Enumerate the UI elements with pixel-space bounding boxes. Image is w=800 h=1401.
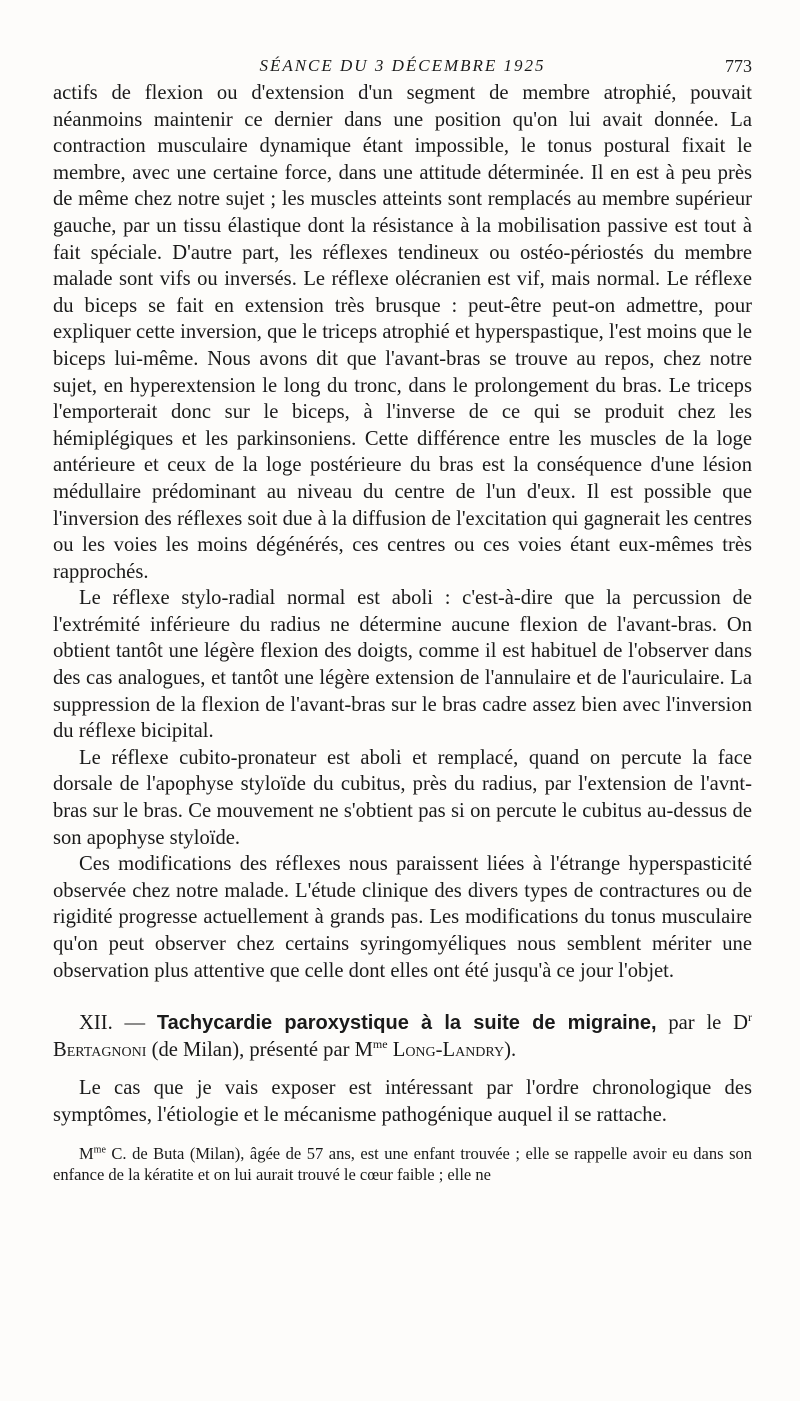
section-paragraph: Le cas que je vais exposer est intéressant par l'ordre chronologique des symptômes, l'étiologie et le mécanisme pathogénique auquel il se rattache. <box>53 1077 752 1126</box>
running-title: SÉANCE DU 3 DÉCEMBRE 1925 <box>259 56 546 75</box>
author-name: Bertagnoni <box>53 1038 147 1061</box>
author-place: (de Milan), présenté par M <box>151 1038 373 1061</box>
footnote-prefix-sup: me <box>93 1144 106 1156</box>
presenter-sup: me <box>372 1036 388 1051</box>
footnote-prefix: M <box>79 1143 94 1163</box>
running-head <box>53 50 752 80</box>
presenter-name: Long-Landry <box>392 1038 505 1061</box>
footnote-text: C. de Buta (Milan), âgée de 57 ans, est une enfant trouvée ; elle se rappelle avoir eu dans son enfance de la kératite et on lui aurait trouvé le cœur faible ; elle ne <box>53 1143 752 1184</box>
author-prefix: D <box>733 1012 748 1035</box>
paragraph-4: Ces modifications des réflexes nous paraissent liées à l'étrange hyperspasticité observée chez notre malade. L'étude clinique des divers types de contractures ou de rigidité progresse actuellement à grands pas. Les modifications du tonus musculaire qu'on peut observer chez certains syringomyéliques nous semblent mériter une observation plus attentive que celle dont elles ont été jusqu'à ce jour l'objet. <box>53 853 752 982</box>
section-by: par le <box>668 1012 722 1035</box>
page-number: 773 <box>725 56 752 76</box>
section-numeral: XII. — <box>79 1012 146 1035</box>
footnote-paragraph <box>53 1143 752 1185</box>
section-heading <box>53 1010 752 1063</box>
paragraph-2: Le réflexe stylo-radial normal est aboli : c'est-à-dire que la percussion de l'extrémité inférieure du radius ne détermine aucune flexion de l'avant-bras. On obtient tantôt une légère flexion des doigts, comme il est habituel de l'observer dans des cas analogues, et tantôt une légère extension de l'annulaire et de l'auriculaire. La suppression de la flexion de l'avant-bras sur le bras cadre assez bien avec l'inversion du réflexe bicipital. <box>53 587 752 743</box>
footnote <box>53 1143 752 1185</box>
section-title: Tachycardie paroxystique à la suite de migraine, <box>156 1012 657 1035</box>
body-text <box>53 80 752 1129</box>
section-closing: ). <box>504 1038 517 1061</box>
paragraph-1: actifs de flexion ou d'extension d'un segment de membre atrophié, pouvait néanmoins maintenir ce dernier dans une position qu'on lui avait donnée. La contraction musculaire dynamique étant impossible, le tonus postural fixait le membre, avec une certaine force, dans une attitude déterminée. Il en est à peu près de même chez notre sujet ; les muscles atteints sont remplacés au membre supérieur gauche, par un tissu élastique dont la résistance à la mobilisation passive est tout à fait spéciale. D'autre part, les réflexes tendineux ou ostéo-périostés du membre malade sont vifs ou inversés. Le réflexe olécranien est vif, mais normal. Le réflexe du biceps se fait en extension très brusque : peut-être peut-on admettre, pour expliquer cette inversion, que le triceps atrophié et hyperspastique, l'est moins que le biceps lui-même. Nous avons dit que l'avant-bras se trouve au repos, chez notre sujet, en hyperextension le long du tronc, dans le prolongement du bras. Le triceps l'emporterait donc sur le biceps, à l'inverse de ce qui se produit chez les hémiplégiques et les parkinsoniens. Cette différence entre les muscles de la loge antérieure et ceux de la loge postérieure du bras est la conséquence d'une lésion médullaire prédominant au niveau du centre de l'un d'eux. Il est possible que l'inversion des réflexes soit due à la diffusion de l'excitation qui gagnerait les centres ou les voies les moins dégénérés, ces centres ou ces voies étant eux-mêmes très rapprochés. <box>53 82 752 583</box>
paragraph-3: Le réflexe cubito-pronateur est aboli et remplacé, quand on percute la face dorsale de l'apophyse styloïde du cubitus, près du radius, par l'extension de l'avnt-bras sur le bras. Ce mouvement ne s'obtient pas si on percute le cubitus au-dessus de son apophyse styloïde. <box>53 746 752 849</box>
author-prefix-sup: r <box>748 1010 752 1025</box>
